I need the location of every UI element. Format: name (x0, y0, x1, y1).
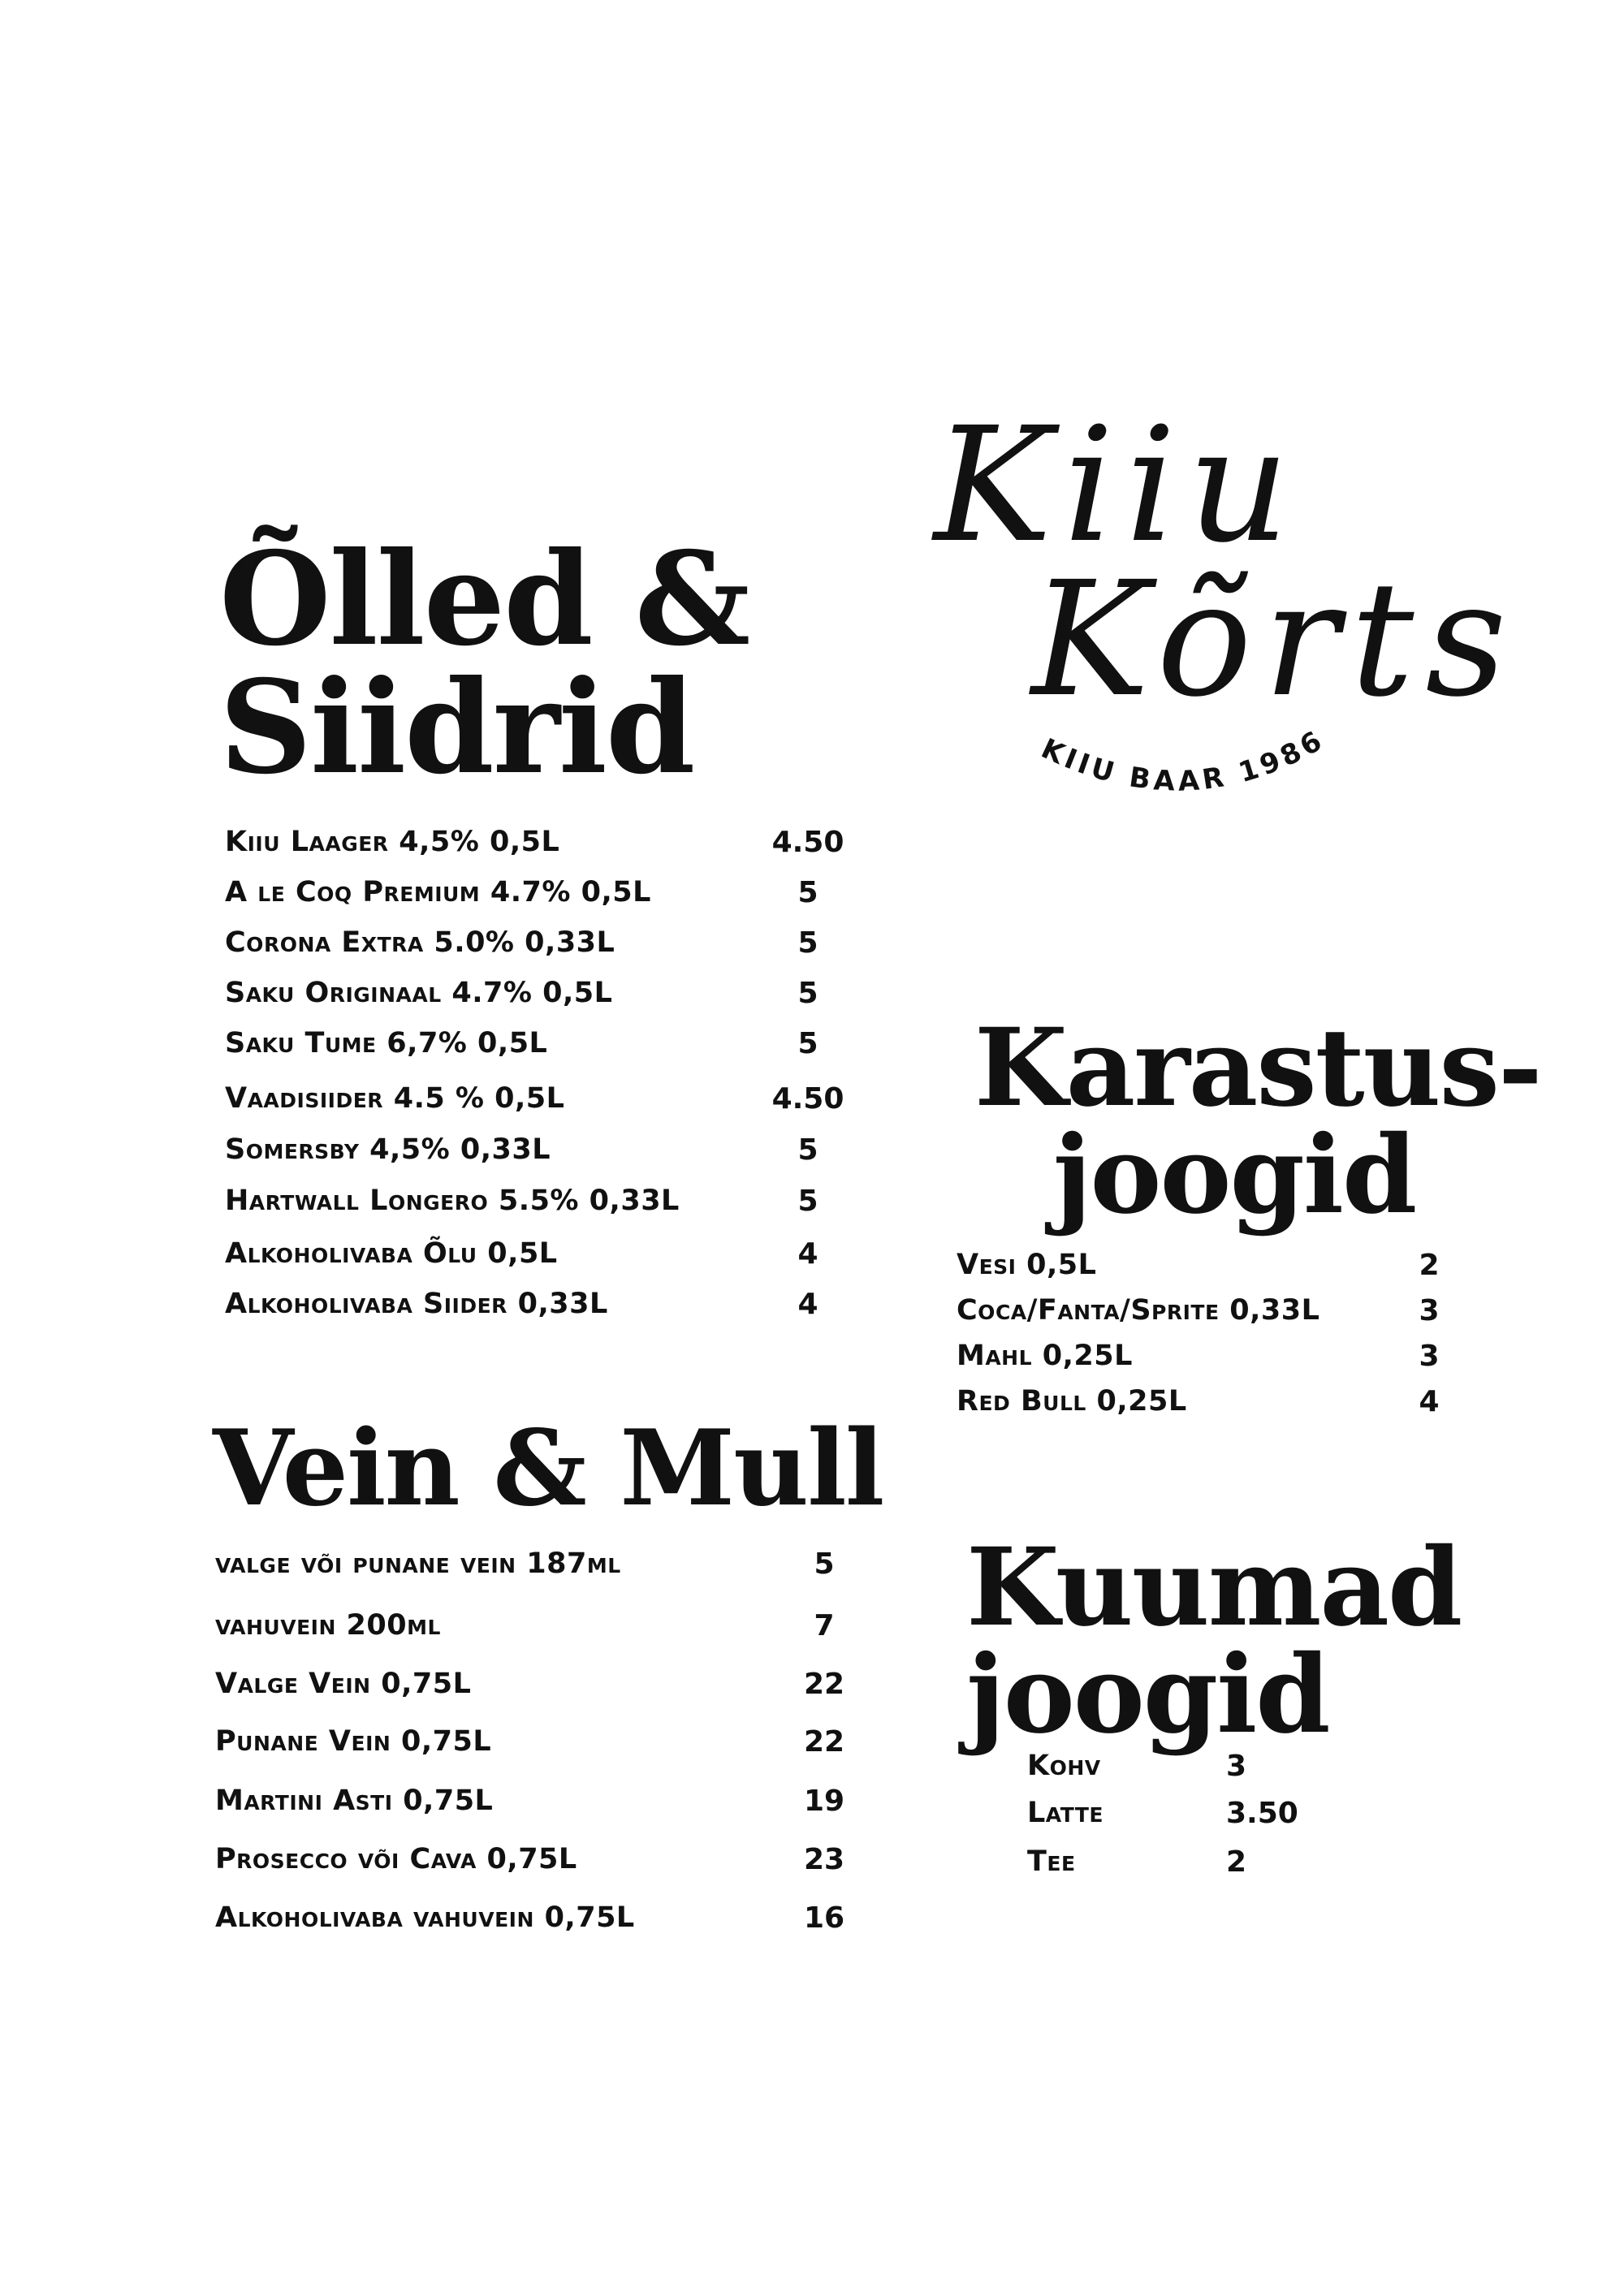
soft-item-price: 2 (1419, 1249, 1440, 1282)
beer-item-price: 5 (797, 926, 818, 960)
wine-item-price: 22 (803, 1668, 845, 1701)
soft-item-price: 3 (1419, 1340, 1440, 1373)
wine-item-name: Punane Vein 0,75L (215, 1725, 492, 1758)
soft-item-price: 3 (1419, 1294, 1440, 1327)
beer-item-price: 5 (797, 977, 818, 1010)
soft-item-name: Red Bull 0,25L (957, 1385, 1187, 1418)
beers-title-line-1: Õlled & (219, 524, 749, 675)
wine-title (213, 1408, 883, 1530)
wine-title-text: Vein & Mull (213, 1408, 883, 1530)
soft-item-name: Mahl 0,25L (957, 1340, 1133, 1372)
hot-item-name: Latte (1027, 1797, 1104, 1829)
beer-item-price: 5 (797, 1185, 818, 1218)
beers-title (219, 524, 749, 803)
logo-tagline: KIIU BAAR 1986 (1036, 723, 1331, 798)
wine-item-price: 5 (814, 1547, 835, 1581)
beer-item-price: 4 (797, 1288, 818, 1321)
soft-item-price: 4 (1419, 1385, 1440, 1418)
wine-item-name: vahuvein 200ml (215, 1609, 441, 1642)
beer-item-name: Alkoholivaba Õlu 0,5L (225, 1237, 558, 1270)
wine-item-name: Valge Vein 0,75L (215, 1668, 472, 1700)
beer-item-price: 4 (797, 1237, 818, 1271)
beers-title-line-2: Siidrid (219, 653, 694, 803)
brand-logo (909, 393, 1518, 844)
hot-title-line-1: Kuumad (966, 1525, 1462, 1651)
beer-item-name: Alkoholivaba Siider 0,33L (225, 1288, 608, 1320)
logo-line-2: Kõrts (1031, 547, 1518, 732)
beer-item-name: Hartwall Longero 5.5% 0,33L (225, 1185, 680, 1217)
hot-item-price: 3.50 (1226, 1797, 1298, 1830)
soft-item-name: Vesi 0,5L (957, 1249, 1097, 1281)
beer-item-price: 4.50 (771, 826, 844, 859)
hot-item-price: 3 (1226, 1750, 1247, 1783)
beer-item-name: Kiiu Laager 4,5% 0,5L (225, 826, 560, 858)
logo-tagline-arc (909, 393, 1429, 844)
wine-item-price: 22 (803, 1725, 845, 1759)
svg-text:KIIU BAAR 1986 (1036, 723, 1331, 798)
wine-item-price: 16 (803, 1901, 845, 1935)
soft-drinks-title (974, 1005, 1541, 1238)
hot-item-name: Tee (1027, 1845, 1076, 1878)
beer-item-name: Somersby 4,5% 0,33L (225, 1133, 551, 1166)
wine-item-name: valge või punane vein 187ml (215, 1547, 621, 1580)
logo-line-1: Kiiu (934, 393, 1301, 577)
hot-item-name: Kohv (1027, 1750, 1101, 1782)
soft-item-name: Coca/Fanta/Sprite 0,33L (957, 1294, 1320, 1327)
beer-item-price: 5 (797, 1027, 818, 1060)
soft-title-line-1: Karastus- (974, 1005, 1541, 1131)
beer-item-name: A le Coq Premium 4.7% 0,5L (225, 876, 651, 908)
hot-drinks-title (966, 1525, 1462, 1758)
beer-item-price: 5 (797, 876, 818, 909)
soft-title-line-2: joogid (1052, 1112, 1416, 1238)
wine-item-name: Martini Asti 0,75L (215, 1785, 494, 1817)
hot-item-price: 2 (1226, 1845, 1247, 1879)
wine-item-price: 23 (803, 1843, 845, 1876)
wine-item-name: Alkoholivaba vahuvein 0,75L (215, 1901, 635, 1934)
hot-title-line-2: joogid (966, 1632, 1329, 1758)
beer-item-name: Saku Originaal 4.7% 0,5L (225, 977, 613, 1009)
wine-item-name: Prosecco või Cava 0,75L (215, 1843, 577, 1875)
beer-item-price: 5 (797, 1133, 818, 1167)
beer-item-name: Corona Extra 5.0% 0,33L (225, 926, 615, 959)
beer-item-price: 4.50 (771, 1082, 844, 1116)
wine-item-price: 7 (814, 1609, 835, 1642)
beer-item-name: Vaadisiider 4.5 % 0,5L (225, 1082, 565, 1115)
wine-item-price: 19 (803, 1785, 845, 1818)
beer-item-name: Saku Tume 6,7% 0,5L (225, 1027, 548, 1060)
